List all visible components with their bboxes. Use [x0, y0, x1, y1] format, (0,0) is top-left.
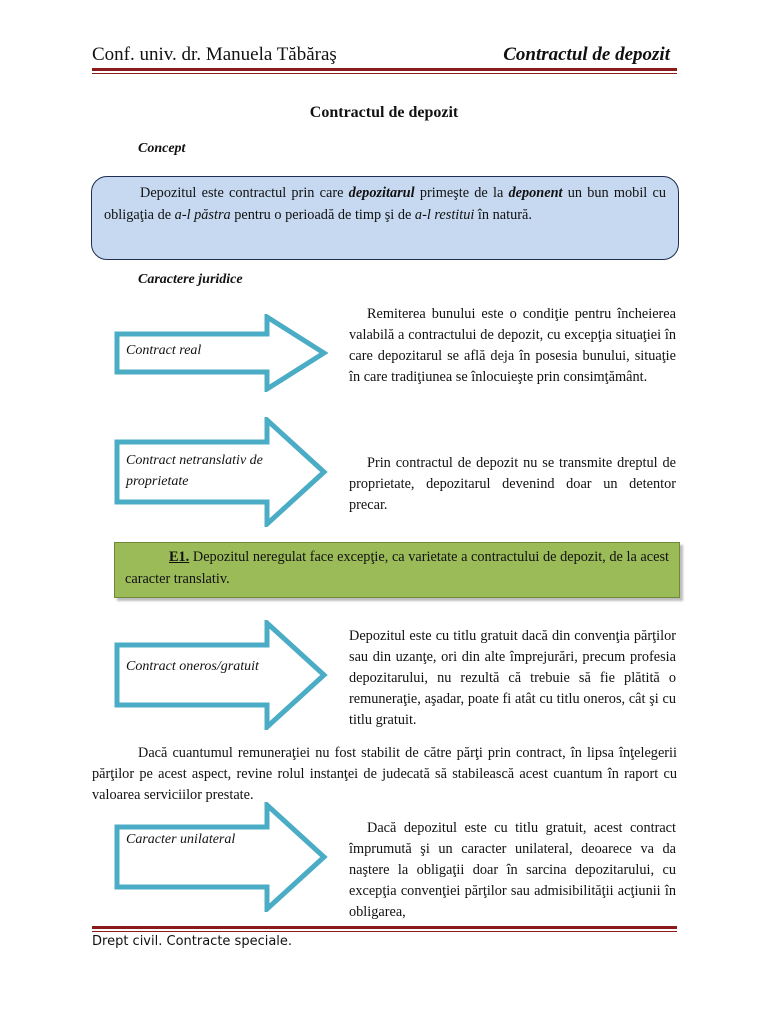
concept-text-2: primeşte de la — [414, 185, 509, 201]
concept-box — [91, 176, 679, 260]
paragraph-contract-oneros: Depozitul este cu titlu gratuit dacă din convenţia părţilor sau din uzanţe, ori din alte împrejurări, precum profesia depozitarului, nu rezultă că trebuie să fie plătită o remuneraţie, aşadar, poate fi atât cu titlu oneros, cât şi cu titlu gratuit. — [349, 628, 676, 728]
header-rule — [92, 68, 677, 71]
section-caractere-juridice: Caractere juridice — [138, 272, 243, 287]
arrow-contract-real — [114, 314, 328, 392]
arrow-label-caracter-unilateral: Caracter unilateral — [126, 832, 236, 847]
concept-term-deponent: deponent — [508, 185, 563, 201]
arrow-contract-oneros-gratuit — [114, 620, 328, 730]
concept-text-4: pentru o perioadă de timp şi de — [230, 206, 415, 223]
section-concept: Concept — [138, 141, 186, 156]
exception-label: E1. — [169, 549, 190, 565]
arrow-contract-netranslativ — [114, 417, 328, 527]
footer-rule — [92, 926, 677, 929]
arrow-label-contract-oneros-gratuit: Contract oneros/gratuit — [126, 659, 259, 674]
footer-rule-thin — [92, 931, 677, 932]
header-author: Conf. univ. dr. Manuela Tăbăraş — [92, 44, 337, 65]
arrow-label-contract-netranslativ: Contract netranslativ de proprietate — [126, 453, 263, 489]
header-title: Contractul de depozit — [503, 44, 670, 65]
concept-term-depozitarul: depozitarul — [348, 185, 415, 201]
concept-text-1: Depozitul este contractul prin care — [140, 185, 349, 201]
paragraph-contract-netranslativ: Prin contractul de depozit nu se transmite dreptul de proprietate, depozitarul devenind doar un detentor precar. — [349, 455, 676, 513]
document-title: Contractul de depozit — [309, 104, 459, 121]
paragraph-remuneratie: Dacă cuantumul remuneraţiei nu fost stabilit de către părţi prin contract, în lipsa înţelegerii părţilor pe acest aspect, revine rolul instanţei de judecată să stabilească acest cuantum în raport cu valoarea serviciilor prestate. — [92, 745, 677, 803]
concept-term-pastra: a-l păstra — [174, 206, 231, 223]
concept-term-restitui: a-l restitui — [414, 206, 475, 223]
arrow-label-contract-real: Contract real — [126, 343, 202, 358]
concept-text-3: un bun mobil cu obligaţia de — [104, 185, 666, 223]
paragraph-caracter-unilateral: Dacă depozitul este cu titlu gratuit, acest contract împrumută şi un caracter unilateral, deoarece va da naştere la obligaţii doar în sarcina depozitarului, cu excepţia convenţiei părţilor sau admisibilităţii acţiunii în obligarea, — [349, 820, 676, 920]
arrow-caracter-unilateral — [114, 802, 328, 912]
exception-box-e1 — [114, 542, 680, 598]
header-rule-thin — [92, 73, 677, 74]
footer-text: Drept civil. Contracte speciale. — [92, 934, 293, 949]
concept-text-5: în natură. — [474, 206, 532, 223]
paragraph-contract-real: Remiterea bunului este o condiţie pentru încheierea valabilă a contractului de depozit, cu excepţia situaţiei în care depozitarul se află deja în posesia bunului, situaţie în care tradiţiunea se înlocuieşte prin consimţământ. — [349, 306, 676, 385]
exception-text: Depozitul neregulat face excepţie, ca varietate a contractului de depozit, de la acest caracter translativ. — [125, 549, 669, 587]
